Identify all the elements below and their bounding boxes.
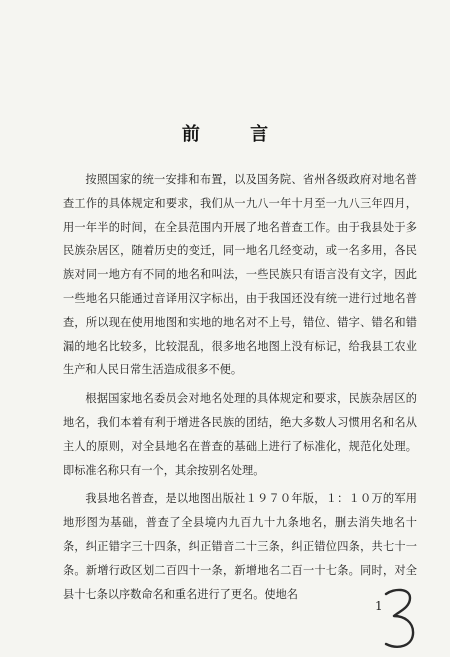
paragraph-2: 根据国家地名委员会对地名处理的具体规定和要求，民族杂居区的地名，我们本着有利于增进各民族的团结，绝大多数人习惯用名和名从主人的原则，对全县地名在普查的基础上进行了标准化，规范化处理。即标准名称只有一个，其余按别名处理。 xyxy=(63,392,417,477)
body-text xyxy=(63,168,417,611)
paragraph-1: 按照国家的统一安排和布置，以及国务院、省州各级政府对地名普查工作的具体规定和要求，我们从一九八一年十月至一九八三年四月，用一年半的时间，在全县范围内开展了地名普查工作。由于我县处于多民族杂居区，随着历史的变迁，同一地名几经变动，或一名多用，各民族对同一地方有不同的地名和叫法，一些民族只有语言没有文字，因此一些地名只能通过音译用汉字标出，由于我国还没有统一进行过地名普查，所以现在使用地图和实地的地名对不上号，错位、错字、错名和错漏的地名比较多，比较混乱，很多地名地图上没有标记，给我县工农业生产和人民日常生活造成很多不便。 xyxy=(63,173,417,377)
paragraph-3: 我县地名普查，是以地图出版社１９７０年版，１：１０万的军用地形图为基础，普查了全县境内九百九十九条地名，删去消失地名十条，纠正错字三十四条，纠正错音二十三条，纠正错位四条，共七十一条。新增行政区划二百四十一条，新增地名二百一十七条。同时，对全县十七条以序数命名和重名进行了更名。使地名 xyxy=(63,492,417,601)
page-title: 前 言 xyxy=(181,124,291,145)
handwritten-page-mark xyxy=(380,586,418,652)
page-number: 1 xyxy=(375,599,383,613)
